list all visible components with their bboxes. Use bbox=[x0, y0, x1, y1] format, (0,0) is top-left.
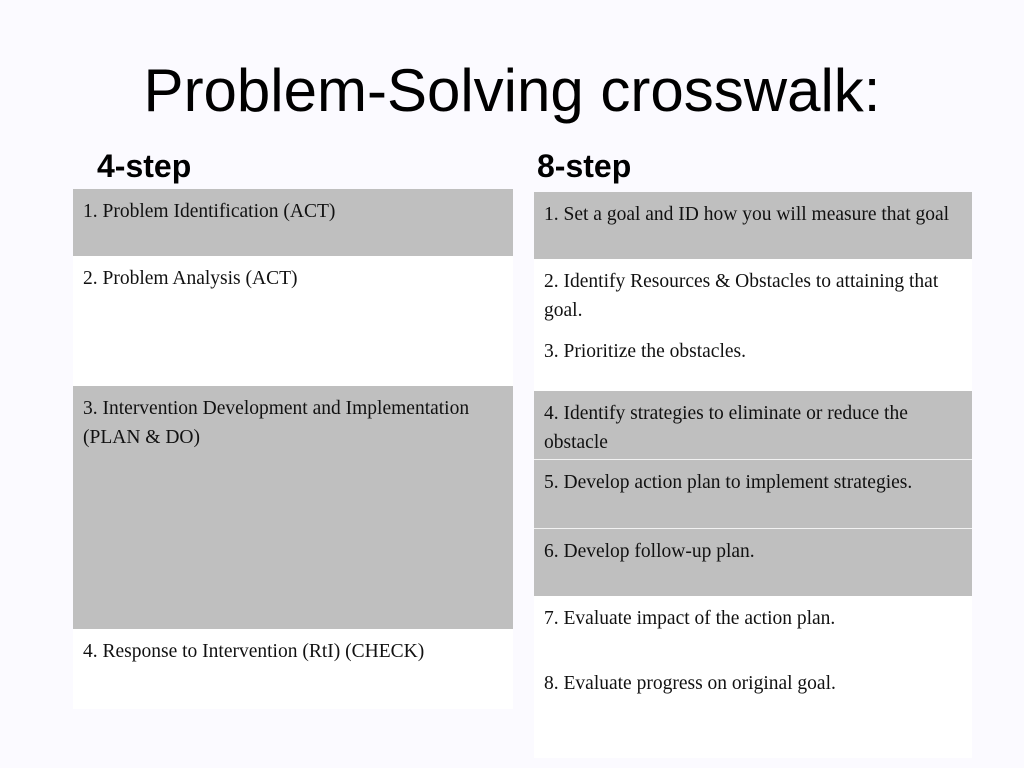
eight-step-row-1: 1. Set a goal and ID how you will measure that goal bbox=[534, 192, 972, 259]
eight-step-row-3: 3. Prioritize the obstacles. bbox=[544, 341, 746, 362]
eight-step-row-2: 2. Identify Resources & Obstacles to attaining that goal. bbox=[544, 271, 939, 321]
eight-step-group-7-8 bbox=[534, 596, 972, 716]
four-step-row-2: 2. Problem Analysis (ACT) bbox=[73, 256, 513, 386]
eight-step-row-7: 7. Evaluate impact of the action plan. bbox=[544, 608, 836, 629]
eight-step-row-4: 4. Identify strategies to eliminate or reduce the obstacle bbox=[534, 391, 972, 459]
eight-step-row-6: 6. Develop follow-up plan. bbox=[534, 528, 972, 596]
four-step-row-4: 4. Response to Intervention (RtI) (CHECK) bbox=[73, 629, 513, 709]
eight-step-group-2-3 bbox=[534, 259, 972, 391]
four-step-heading: 4-step bbox=[97, 148, 192, 184]
eight-step-heading: 8-step bbox=[537, 148, 632, 184]
eight-step-row-8: 8. Evaluate progress on original goal. bbox=[544, 673, 836, 694]
four-step-row-3: 3. Intervention Development and Implementation (PLAN & DO) bbox=[73, 386, 513, 629]
four-step-row-1: 1. Problem Identification (ACT) bbox=[73, 189, 513, 256]
eight-step-row-5: 5. Develop action plan to implement strategies. bbox=[534, 459, 972, 528]
slide-title: Problem-Solving crosswalk: bbox=[143, 57, 881, 124]
